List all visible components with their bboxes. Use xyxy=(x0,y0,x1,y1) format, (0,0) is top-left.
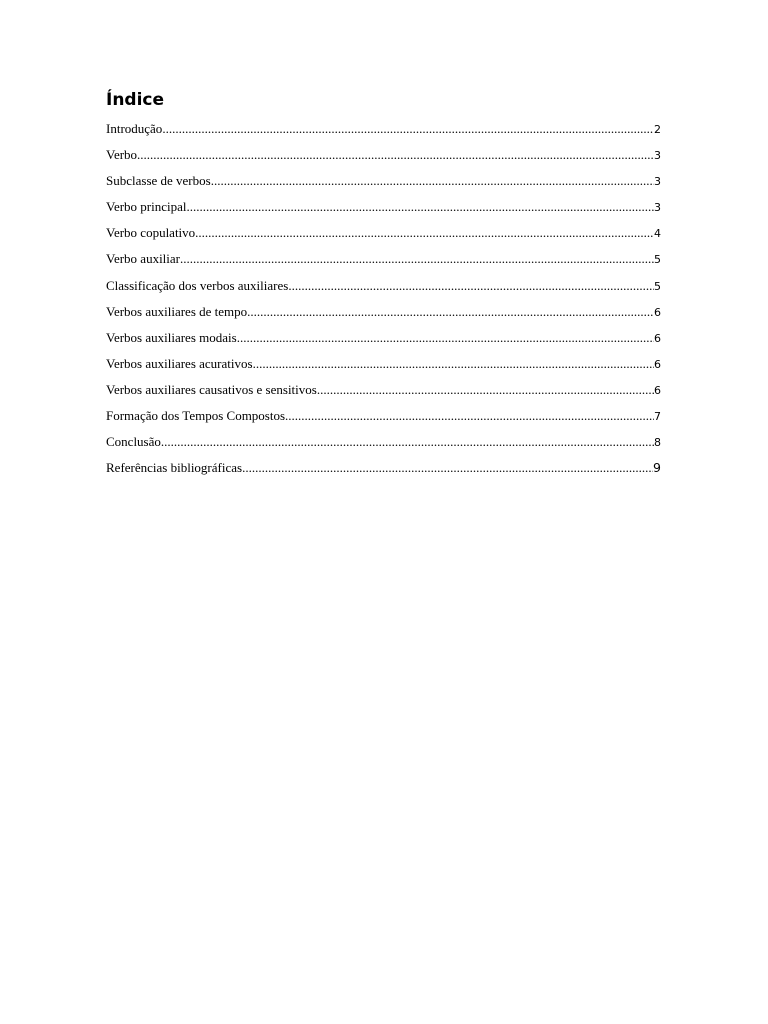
dot-leader xyxy=(285,407,654,425)
toc-entry-label: Verbos auxiliares modais xyxy=(106,329,237,345)
toc-entry-label: Verbo auxiliar xyxy=(106,251,181,267)
toc-entry-page: 6 xyxy=(654,331,661,345)
dot-leader xyxy=(162,120,654,138)
toc-entry[interactable] xyxy=(106,120,661,146)
toc-title: Índice xyxy=(106,90,165,110)
toc-entry-page: 3 xyxy=(654,201,661,215)
toc-entry[interactable] xyxy=(106,198,661,224)
toc-entry-label: Verbos auxiliares causativos e sensitivos xyxy=(106,381,317,397)
toc-entry-label: Verbo xyxy=(106,147,138,163)
dot-leader xyxy=(317,381,654,399)
dot-leader xyxy=(253,355,654,373)
table-of-contents xyxy=(106,120,661,485)
toc-entry[interactable] xyxy=(106,329,661,355)
toc-entry-page: 5 xyxy=(654,253,661,267)
toc-entry-label: Verbo principal xyxy=(106,199,187,215)
toc-entry[interactable] xyxy=(106,303,661,329)
dot-leader xyxy=(288,277,654,295)
toc-entry-page: 6 xyxy=(654,357,661,371)
dot-leader xyxy=(195,224,654,242)
dot-leader xyxy=(242,459,653,477)
toc-entry-page: 8 xyxy=(654,436,661,450)
dot-leader xyxy=(187,198,654,216)
toc-entry-label: Verbos auxiliares acurativos xyxy=(106,355,253,371)
toc-entry-page: 7 xyxy=(654,410,661,424)
toc-entry[interactable] xyxy=(106,277,661,303)
dot-leader xyxy=(211,172,654,190)
toc-entry-page: 6 xyxy=(654,305,661,319)
dot-leader xyxy=(180,250,654,268)
dot-leader xyxy=(247,303,654,321)
toc-entry-page: 4 xyxy=(654,227,661,241)
toc-entry[interactable] xyxy=(106,433,661,459)
dot-leader xyxy=(161,433,654,451)
toc-entry-page: 6 xyxy=(654,383,661,397)
toc-entry[interactable] xyxy=(106,381,661,407)
dot-leader xyxy=(137,146,654,164)
toc-entry-label: Conclusão xyxy=(106,434,161,450)
toc-entry[interactable] xyxy=(106,172,661,198)
toc-entry[interactable] xyxy=(106,407,661,433)
toc-entry[interactable] xyxy=(106,250,661,276)
toc-entry-page: 5 xyxy=(654,279,661,293)
toc-entry-page: 9 xyxy=(653,460,661,476)
dot-leader xyxy=(237,329,654,347)
toc-entry-label: Formação dos Tempos Compostos xyxy=(106,408,286,424)
toc-entry[interactable] xyxy=(106,459,661,485)
toc-entry[interactable] xyxy=(106,355,661,381)
toc-entry[interactable] xyxy=(106,146,661,172)
toc-entry-label: Subclasse de verbos xyxy=(106,173,211,189)
toc-entry-page: 3 xyxy=(654,149,661,163)
toc-entry-label: Classificação dos verbos auxiliares xyxy=(106,277,289,293)
toc-entry[interactable] xyxy=(106,224,661,250)
toc-entry-label: Referências bibliográficas xyxy=(106,460,243,476)
toc-entry-label: Verbo copulativo xyxy=(106,225,196,241)
toc-entry-label: Introdução xyxy=(106,121,163,136)
toc-entry-label: Verbos auxiliares de tempo xyxy=(106,303,248,319)
toc-entry-page: 2 xyxy=(654,123,661,136)
toc-entry-page: 3 xyxy=(654,175,661,189)
